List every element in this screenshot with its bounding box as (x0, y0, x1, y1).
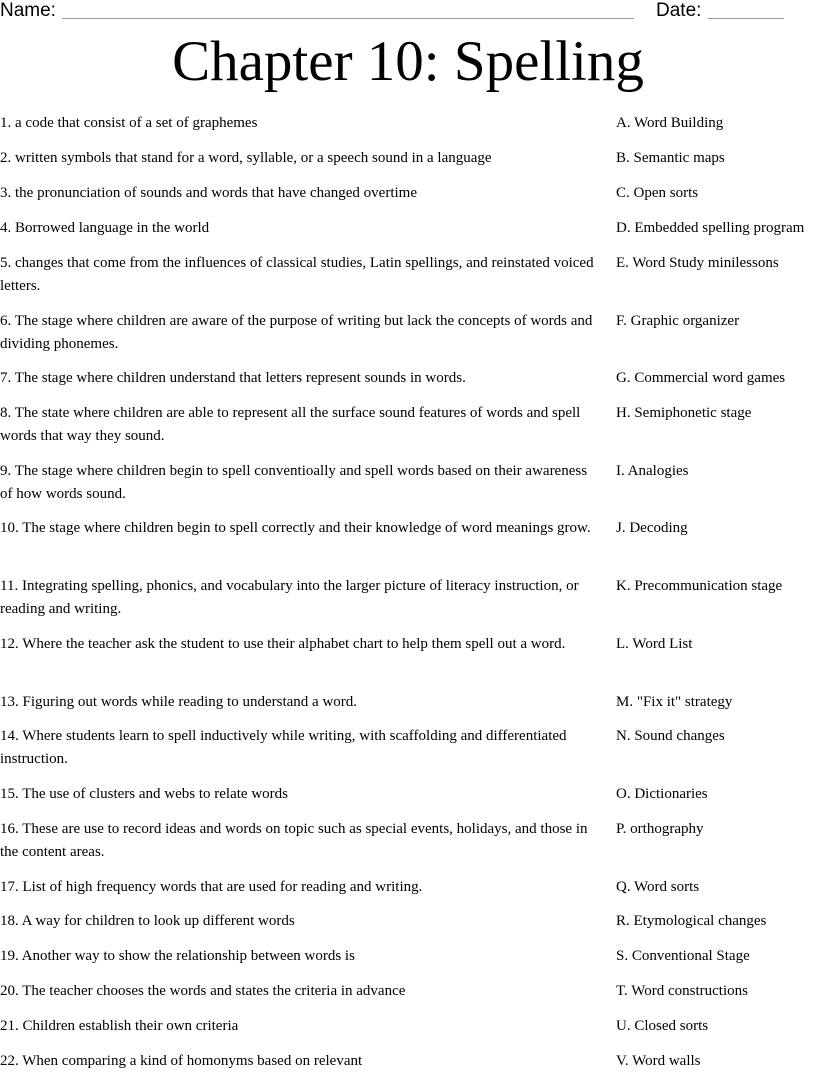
date-blank-line (708, 18, 784, 19)
answer-choice: H. Semiphonetic stage (616, 405, 752, 421)
answer-choice: O. Dictionaries (616, 786, 708, 802)
question-text: 3. the pronunciation of sounds and words that have changed overtime (0, 185, 417, 201)
answer-choice: V. Word walls (616, 1053, 701, 1069)
question-text: 12. Where the teacher ask the student to use their alphabet chart to help them spell out a word. (0, 636, 566, 652)
name-label: Name: (0, 0, 56, 21)
question-text: 10. The stage where children begin to spell correctly and their knowledge of word meanings grow. (0, 520, 591, 536)
worksheet-header (0, 0, 816, 24)
question-text: 2. written symbols that stand for a word, syllable, or a speech sound in a language (0, 150, 492, 166)
question-text: 5. changes that come from the influences of classical studies, Latin spellings, and reinstated voiced letters. (0, 255, 594, 294)
question-text: 1. a code that consist of a set of graphemes (0, 115, 258, 131)
answer-choice: D. Embedded spelling program (616, 220, 805, 236)
question-text: 18. A way for children to look up different words (0, 913, 295, 929)
page-title: Chapter 10: Spelling (172, 30, 644, 93)
question-text: 16. These are use to record ideas and words on topic such as special events, holidays, and those in the content areas. (0, 821, 588, 860)
answer-choice: N. Sound changes (616, 728, 725, 744)
answer-choice: B. Semantic maps (616, 150, 725, 166)
question-text: 15. The use of clusters and webs to relate words (0, 786, 288, 802)
question-text: 19. Another way to show the relationship between words is (0, 948, 355, 964)
answer-choice: U. Closed sorts (616, 1018, 709, 1034)
answer-choice: A. Word Building (616, 115, 724, 131)
question-text: 13. Figuring out words while reading to understand a word. (0, 694, 358, 710)
answer-choice: J. Decoding (616, 520, 688, 536)
answer-choice: E. Word Study minilessons (616, 255, 779, 271)
answer-choice: P. orthography (616, 821, 704, 837)
answer-choice: K. Precommunication stage (616, 578, 783, 594)
answer-choice: G. Commercial word games (616, 370, 786, 386)
question-text: 22. When comparing a kind of homonyms based on relevant (0, 1053, 363, 1069)
question-text: 8. The state where children are able to represent all the surface sound features of words and spell words that way they sound. (0, 405, 581, 444)
answer-choice: F. Graphic organizer (616, 313, 740, 329)
answer-choice: T. Word constructions (616, 983, 748, 999)
question-text: 9. The stage where children begin to spell conventioally and spell words based on their awareness of how words sound. (0, 463, 588, 502)
answer-choice: C. Open sorts (616, 185, 699, 201)
question-text: 4. Borrowed language in the world (0, 220, 210, 236)
question-text: 21. Children establish their own criteria (0, 1018, 239, 1034)
name-blank-line (62, 18, 634, 19)
answer-choice: M. "Fix it" strategy (616, 694, 733, 710)
question-text: 11. Integrating spelling, phonics, and vocabulary into the larger picture of literacy instruction, or reading and writing. (0, 578, 579, 617)
question-text: 6. The stage where children are aware of the purpose of writing but lack the concepts of words and dividing phonemes. (0, 313, 593, 352)
answer-choice: L. Word List (616, 636, 693, 652)
date-label: Date: (656, 0, 702, 21)
question-text: 14. Where students learn to spell inductively while writing, with scaffolding and differentiated instruction. (0, 728, 567, 767)
answer-choice: I. Analogies (616, 463, 689, 479)
question-text: 20. The teacher chooses the words and states the criteria in advance (0, 983, 406, 999)
answer-choice: Q. Word sorts (616, 879, 700, 895)
answer-choice: S. Conventional Stage (616, 948, 750, 964)
question-text: 17. List of high frequency words that are used for reading and writing. (0, 879, 423, 895)
answer-choice: R. Etymological changes (616, 913, 767, 929)
question-text: 7. The stage where children understand that letters represent sounds in words. (0, 370, 466, 386)
